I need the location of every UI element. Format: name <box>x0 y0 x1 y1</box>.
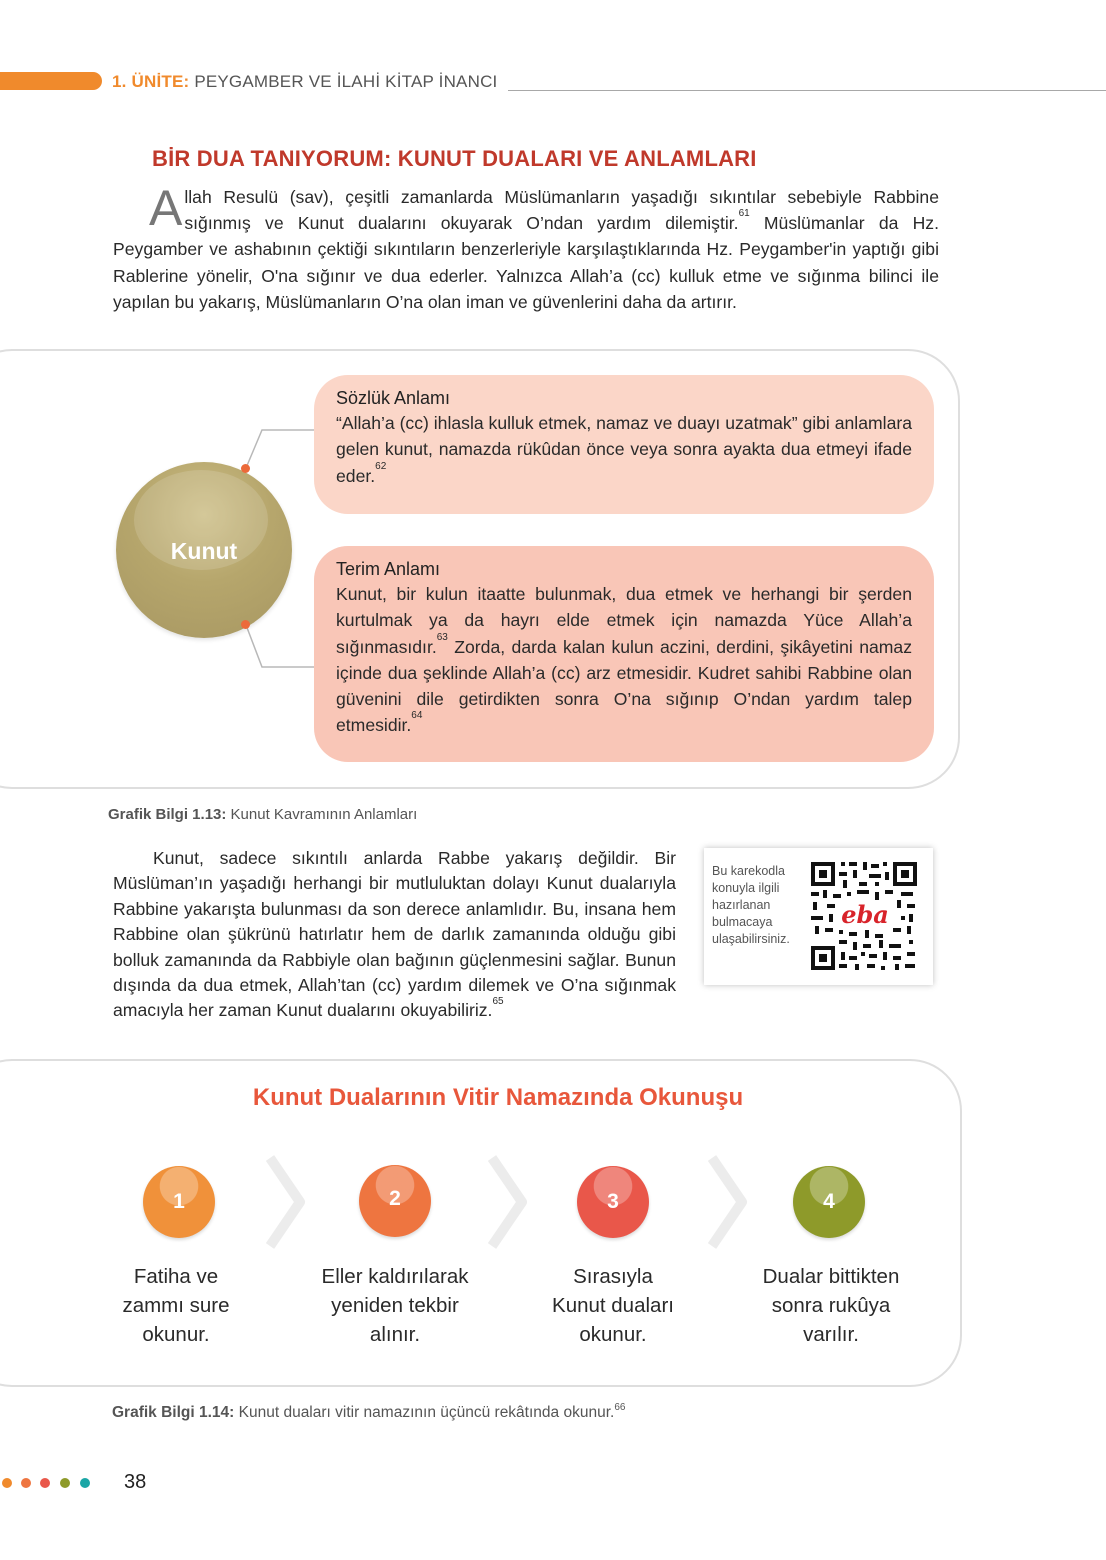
sozluk-title: Sözlük Anlamı <box>336 388 451 408</box>
page-number: 38 <box>124 1471 147 1493</box>
intro-text: llah Resulü (sav), çeşitli zamanlarda Müslümanların yaşadığı sıkıntılar sebebiyle Rabbine sığınmış ve Kunut dualarını okuyarak O’ndan yardım dilemiştir. <box>184 187 939 234</box>
qr-line: konuyla ilgili <box>712 881 780 895</box>
step-line: Kunut duaları <box>552 1294 674 1317</box>
step-line: Dualar bittikten <box>762 1265 900 1288</box>
footnote-ref: 64 <box>411 710 423 722</box>
terim-box <box>314 546 934 762</box>
terim-title: Terim Anlamı <box>336 559 441 579</box>
sozluk-text: “Allah’a (cc) ihlasla kulluk etmek, namaz ve duayı uzatmak” gibi anlamlara gelen kunut, namazda rükûdan önce veya sonra ayakta dua etmeyi ifade eder. <box>336 413 912 486</box>
unit-label: 1. ÜNİTE: <box>112 72 190 91</box>
step-line: Sırasıyla <box>573 1265 653 1288</box>
step-line: sonra rukûya <box>771 1294 891 1317</box>
step-line: Eller kaldırılarak <box>321 1265 469 1288</box>
step-line: zammı sure <box>122 1294 230 1317</box>
step-line: alınır. <box>369 1323 421 1346</box>
caption-label: Grafik Bilgi 1.13: <box>108 806 227 823</box>
footnote-ref: 65 <box>492 996 504 1008</box>
connector-dot-bottom <box>241 620 250 629</box>
graphic2-title: Kunut Dualarının Vitir Namazında Okunuşu <box>252 1084 744 1111</box>
unit-title: PEYGAMBER VE İLAHİ KİTAP İNANCI <box>194 72 498 91</box>
section-title: BİR DUA TANIYORUM: KUNUT DUALARI VE ANLAMLARI <box>152 146 757 171</box>
footer-dot <box>2 1478 12 1488</box>
qr-line: bulmacaya <box>712 915 773 929</box>
eba-logo: eba <box>841 900 889 929</box>
kunut-label: Kunut <box>170 538 238 564</box>
step-line: varılır. <box>803 1323 859 1346</box>
para2-text: Kunut, sadece sıkıntılı anlarda Rabbe yakarış değildir. Bir Müslüman’ın yaşadığı herhangi bir mutluluktan dolayı Kunut dualarıyla Rabbine yakarışta bulunması da son derece anlamlıdır. Bu, insana hem Rabbine olan şükrünü hatırlatır hem de darlık zamanında olduğu gibi bolluk zamanında da Rabbiyle olan bağının güçlenmesini sağlar. Bunun dışında da dua etmek, Allah’tan (cc) yardım dilemek ve O’na sığınmak amacıyla her zaman Kunut dualarını okuyabiliriz. <box>113 848 676 1021</box>
qr-line: hazırlanan <box>712 898 771 912</box>
drop-cap: A <box>149 180 183 236</box>
qr-code-icon[interactable] <box>809 860 919 972</box>
footnote-ref: 63 <box>436 631 448 643</box>
caption-label: Grafik Bilgi 1.14: <box>112 1404 235 1421</box>
body-paragraph <box>113 846 676 1024</box>
footer-dot <box>40 1478 50 1488</box>
step-number-1: 1 <box>173 1190 185 1213</box>
step-number-2: 2 <box>389 1187 401 1210</box>
step-text-1 <box>76 1262 276 1349</box>
step-line: okunur. <box>579 1323 647 1346</box>
sozluk-box <box>314 375 934 514</box>
caption-text: Kunut duaları vitir namazının üçüncü rekâtında okunur. <box>234 1404 615 1421</box>
footer-dot <box>21 1478 31 1488</box>
connector-dot-top <box>241 464 250 473</box>
terim-body <box>336 581 912 739</box>
step-text-3 <box>513 1262 713 1349</box>
footnote-ref: 66 <box>614 1402 626 1413</box>
qr-line: ulaşabilirsiniz. <box>712 932 790 946</box>
qr-description <box>712 863 808 948</box>
graphic2-caption <box>112 1404 625 1422</box>
chevron-right-icon <box>270 1158 300 1246</box>
step-line: okunur. <box>142 1323 210 1346</box>
connector-sozluk <box>246 430 314 468</box>
footer-dot <box>60 1478 70 1488</box>
graphic1-caption <box>108 806 417 823</box>
step-line: Fatiha ve <box>133 1265 219 1288</box>
footnote-ref: 61 <box>738 208 750 220</box>
terim-text-cont: Zorda, darda kalan kulun aczini, derdini, şikâyetini namaz içinde dua şeklinde Allah’a (cc) arz etmesidir. Kudret sahibi Rabbine olan güvenini dile getirdikten sonra O’na sığınıp O’ndan yardım talep etmesidir. <box>336 636 912 736</box>
step-number-3: 3 <box>607 1190 619 1213</box>
step-text-2 <box>295 1262 495 1349</box>
step-text-4 <box>731 1262 931 1349</box>
footnote-ref: 62 <box>375 460 387 472</box>
chevron-right-icon <box>492 1158 522 1246</box>
terim-text: Kunut, bir kulun itaatte bulunmak, dua etmek ve herhangi bir şerden kurtulmak ya da hayrı elde etmek için namazda Yüce Allah’a sığınmasıdır. <box>336 584 912 657</box>
sozluk-body <box>336 410 912 489</box>
connector-terim <box>246 625 314 667</box>
step-number-4: 4 <box>823 1190 835 1213</box>
footer-dot <box>80 1478 90 1488</box>
qr-line: Bu karekodla <box>712 864 785 878</box>
intro-text-cont: Müslümanlar da Hz. Peygamber ve ashabının çektiği sıkıntıların benzerleriyle karşılaştıklarında Hz. Peygamber'in yaptığı gibi Rablerine yönelir, O'na sığınır ve dua ederler. Yalnızca Allah’a (cc) kulluk etme ve sığınma bilinci ile yapılan bu yakarış, Müslümanların O’na olan iman ve güvenlerini daha da artırır. <box>113 213 939 312</box>
caption-text: Kunut Kavramının Anlamları <box>226 806 418 823</box>
step-line: yeniden tekbir <box>331 1294 459 1317</box>
chevron-right-icon <box>712 1158 742 1246</box>
